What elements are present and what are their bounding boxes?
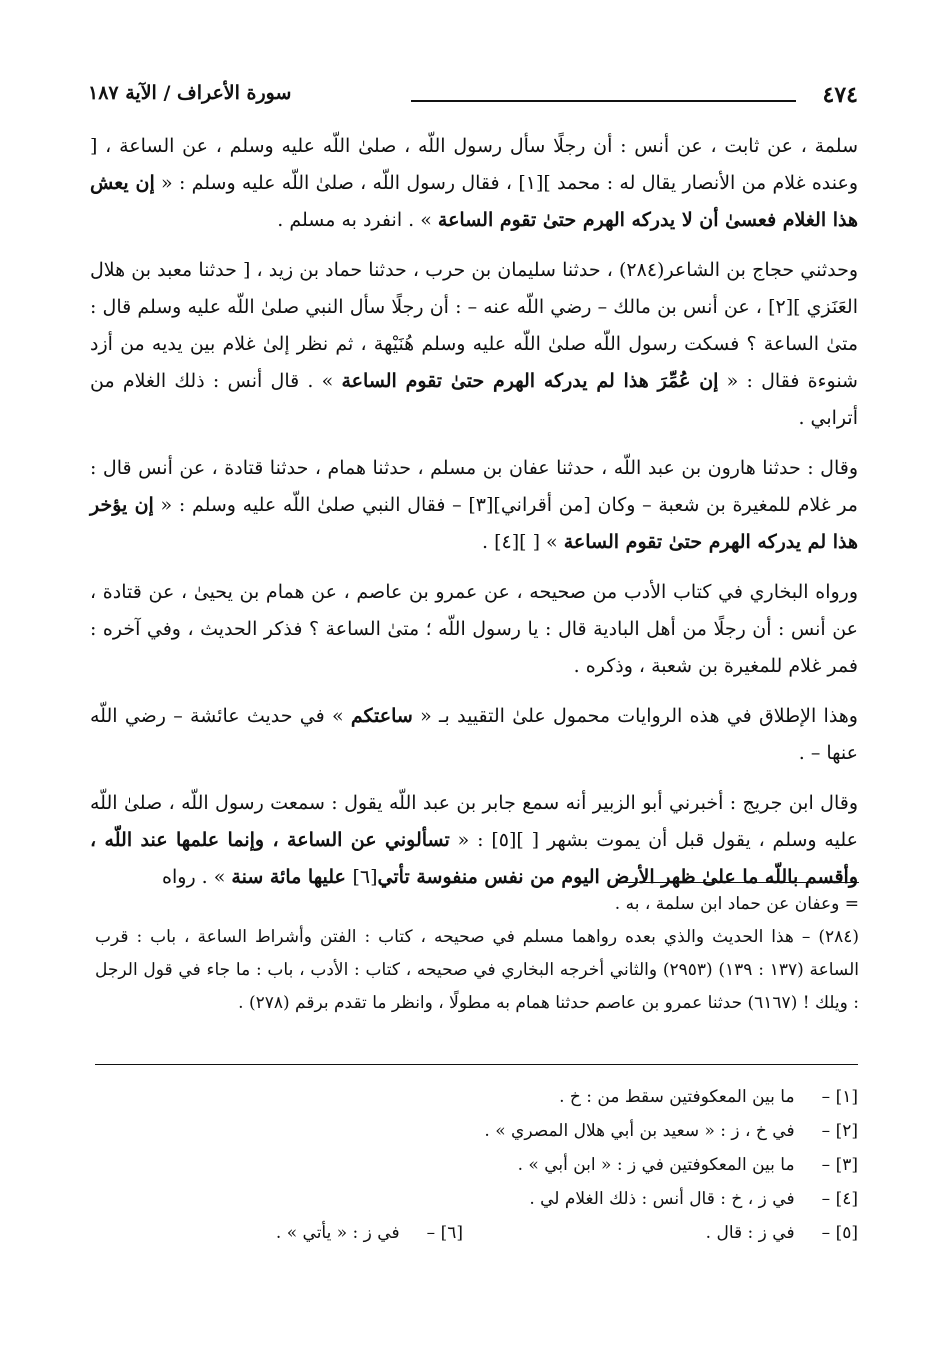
note-number: [٢] –: [821, 1121, 858, 1141]
editorial-note-5: [95, 1216, 858, 1250]
text-segment: ، فقال رسول اللّه ، صلىٰ اللّه عليه وسلم : «: [154, 172, 519, 194]
page-header: [88, 82, 858, 122]
text-segment: وهذا الإطلاق في هذه الروايات محمول علىٰ التقييد بـ «: [412, 705, 858, 727]
text-segment: » [ ]: [519, 531, 564, 553]
text-segment: [١]: [518, 172, 544, 194]
text-segment: » . رواه: [162, 866, 232, 888]
note-text: في خ ، ز : « سعيد بن أبي هلال المصري » .: [484, 1121, 795, 1141]
footnote-number: (٢٨٤): [818, 927, 859, 947]
note-text: في ز : قال .: [705, 1223, 795, 1243]
text-segment: ، عن أنس بن مالك – رضي اللّه عنه – : أن رجلًا سأل النبي صلىٰ اللّه عليه وسلم قال : متىٰ الساعة ؟ فسكت رسول اللّه صلىٰ اللّه عليه وسلم هُنَيْهة ، ثم نظر إلىٰ غلام بين يديه من أزد شنوءة فقال : «: [90, 296, 858, 392]
editorial-note-1: [95, 1080, 858, 1114]
text-segment: [٤]: [494, 531, 520, 553]
text-segment: – فقال النبي صلىٰ اللّه عليه وسلم : «: [153, 494, 469, 516]
footnote-284: [95, 921, 859, 1020]
text-segment: [٢]: [768, 296, 794, 318]
text-segment: ورواه البخاري في كتاب الأدب من صحيحه ، عن عمرو بن عاصم ، عن همام بن يحيىٰ ، عن قتادة ، عن أنس : أن رجلًا من أهل البادية قال : يا رسول اللّه ؛ متىٰ الساعة ؟ فذكر الحديث ، وفي آخره : فمر غلام للمغيرة بن شعبة ، وذكره .: [90, 581, 858, 677]
note-text: في ز : « يأتي » .: [275, 1223, 400, 1243]
note-number: [١] –: [821, 1087, 858, 1107]
text-segment: » . انفرد به مسلم .: [277, 209, 438, 231]
note-number: [٦] –: [426, 1223, 463, 1243]
text-segment: : «: [449, 829, 492, 851]
text-segment: (٢٨٤): [618, 259, 665, 281]
text-segment: » . قال أنس : ذلك الغلام من أترابي .: [90, 370, 858, 429]
editorial-note-2: [95, 1114, 858, 1148]
note-text: ما بين المعكوفتين في ز : « ابن أبي » .: [517, 1155, 795, 1175]
footnote-rule: [624, 882, 859, 883]
text-segment: .: [482, 531, 495, 553]
paragraph-3: [90, 450, 858, 561]
paragraph-2: [90, 252, 858, 437]
paragraph-5: [90, 698, 858, 772]
text-segment: وحدثني حجاج بن الشاعر: [664, 259, 859, 281]
hadith-quote: عليها مائة سنة: [231, 866, 353, 888]
editorial-rule: [95, 1064, 858, 1065]
editorial-note-6: [276, 1216, 463, 1250]
scholarly-footnotes: [95, 888, 859, 1020]
note-text: في ز ، خ : قال أنس : ذلك الغلام لي .: [529, 1189, 795, 1209]
footnote-continuation: = وعفان عن حماد ابن سلمة ، به .: [614, 894, 859, 914]
hadith-quote: إن يعش هذا الغلام فعسىٰ أن لا يدركه الهرم حتىٰ تقوم الساعة: [90, 172, 858, 231]
note-number: [٣] –: [821, 1155, 858, 1175]
header-rule: [411, 100, 796, 102]
text-segment: » في حديث عائشة – رضي اللّه عنها – .: [90, 705, 858, 764]
editorial-notes: [95, 1080, 858, 1250]
hadith-quote: ساعتكم: [350, 705, 413, 727]
text-segment: ، حدثنا سليمان بن حرب ، حدثنا حماد بن زيد ، [ حدثنا معبد بن هلال العَنَزي ]: [90, 259, 858, 318]
hadith-quote: إن عُمِّرَ هذا لم يدركه الهرم حتىٰ تقوم الساعة: [341, 370, 719, 392]
text-segment: وقال ابن جريج : أخبرني أبو الزبير أنه سمع جابر بن عبد اللّه يقول : سمعت رسول اللّه ، صلىٰ اللّه عليه وسلم ، يقول قبل أن يموت بشهر [ ]: [90, 792, 858, 851]
note-text: ما بين المعكوفتين سقط من : خ .: [559, 1087, 795, 1107]
text-segment: [٥]: [491, 829, 517, 851]
text-segment: سلمة ، عن ثابت ، عن أنس : أن رجلًا سأل رسول اللّه ، صلىٰ اللّه عليه وسلم ، عن الساعة ، [ وعنده غلام من الأنصار يقال له : محمد ]: [90, 135, 858, 194]
text-segment: [٦]: [352, 866, 378, 888]
editorial-note-4: [95, 1182, 858, 1216]
hadith-quote: تسألوني عن الساعة ، وإنما علمها عند اللّه ، وأقسم باللّه ما علىٰ ظهر الأرض اليوم من نفس منفوسة تأتي: [90, 829, 858, 888]
text-segment: [٣]: [468, 494, 494, 516]
paragraph-6: [90, 785, 858, 896]
footnote-text: – هذا الحديث والذي بعده رواهما مسلم في صحيحه ، كتاب : الفتن وأشراط الساعة ، باب : قرب الساعة (١٣٧ : ١٣٩) (٢٩٥٣) والثاني أخرجه البخاري في صحيحه ، كتاب : الأدب ، باب : ما جاء في قول الرجل : ويلك ! (٦١٦٧) حدثنا عمرو بن عاصم حدثنا همام به مطولًا ، وانظر ما تقدم برقم (٢٧٨) .: [95, 927, 859, 1013]
running-title: سورة الأعراف / الآية ١٨٧: [88, 82, 292, 104]
page-number: ٤٧٤: [822, 82, 858, 108]
hadith-quote: إن يؤخر هذا لم يدركه الهرم حتىٰ تقوم الساعة: [90, 494, 858, 553]
paragraph-1: [90, 128, 858, 239]
paragraph-4: [90, 574, 858, 685]
note-number: [٤] –: [821, 1189, 858, 1209]
editorial-note-3: [95, 1148, 858, 1182]
text-segment: وقال : حدثنا هارون بن عبد اللّه ، حدثنا عفان بن مسلم ، حدثنا همام ، حدثنا قتادة ، عن أنس قال : مر غلام للمغيرة بن شعبة – وكان [من أقراني]: [90, 457, 858, 516]
note-number: [٥] –: [821, 1223, 858, 1243]
main-text: [90, 128, 858, 909]
